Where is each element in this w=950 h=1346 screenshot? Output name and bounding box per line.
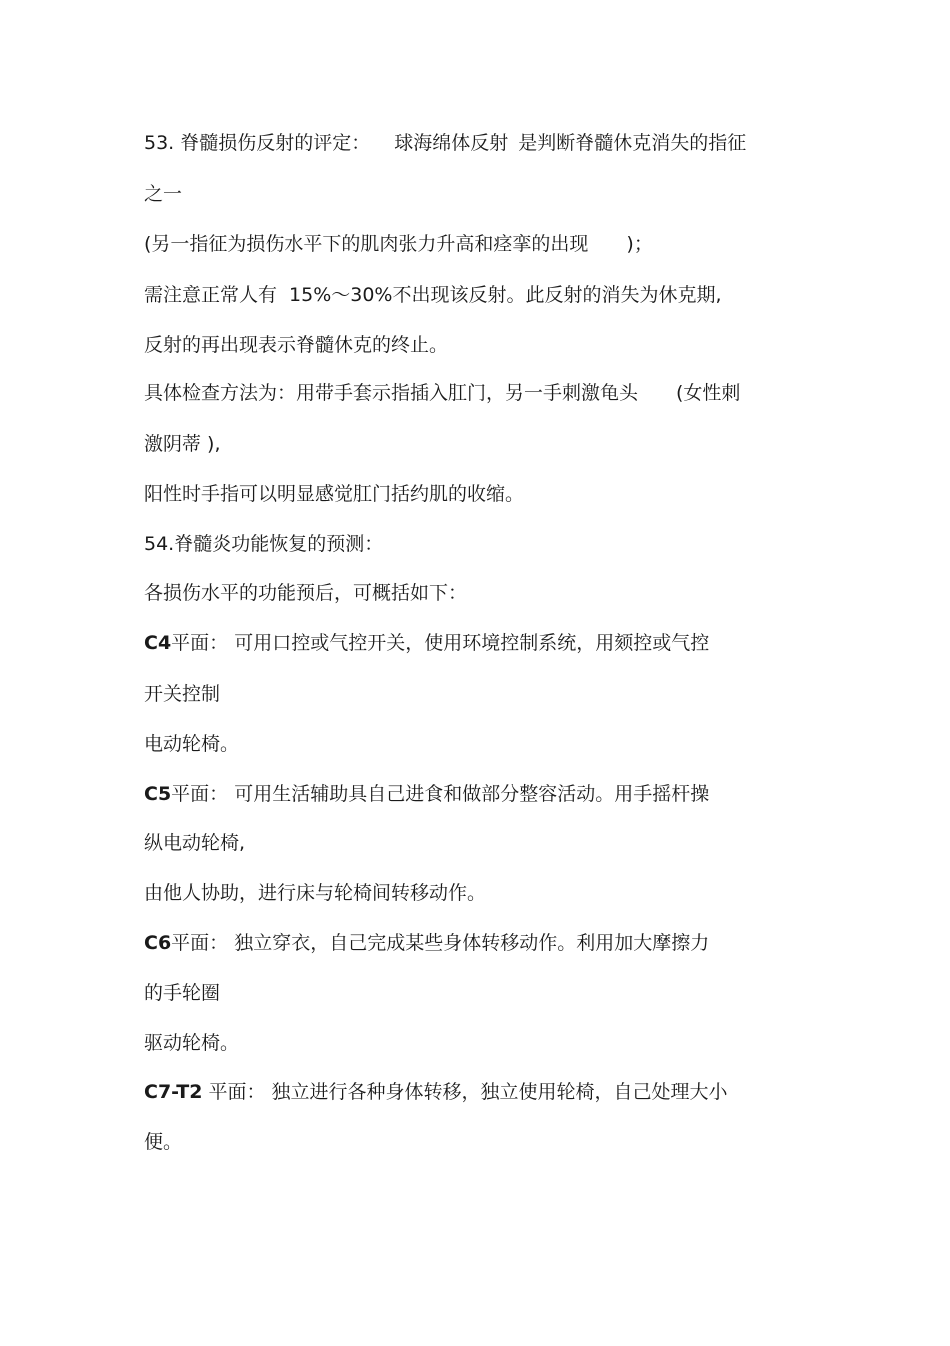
text-line: 具体检查方法为：用带手套示指插入肛门，另一手刺激龟头 (女性刺 (144, 382, 741, 404)
text-line: 便。 (144, 1131, 183, 1153)
text-line: 的手轮圈 (144, 982, 221, 1004)
level-label: C6 (144, 932, 172, 954)
reflex-description: 是判断脊髓休克消失的指征 (518, 132, 747, 154)
text-line: 各损伤水平的功能预后，可概括如下： (144, 582, 468, 604)
c5-level: C5平面： 可用生活辅助具自己进食和做部分整容活动。用手摇杆操 (144, 783, 710, 805)
text-line: 激阴蒂 ), (144, 433, 221, 455)
text-line: 需注意正常人有 15%～30%不出现该反射。此反射的消失为休克期, (144, 284, 722, 306)
text-line: 开关控制 (144, 683, 221, 705)
text-line: 驱动轮椅。 (144, 1032, 240, 1054)
reflex-name: 球海绵体反射 (394, 132, 509, 154)
text-line: 纵电动轮椅, (144, 832, 246, 854)
item-54-heading: 54.脊髓炎功能恢复的预测： (144, 533, 384, 555)
level-label: C4 (144, 632, 172, 654)
level-label: C7-T2 (144, 1081, 203, 1103)
c7-t2-level: C7-T2 平面： 独立进行各种身体转移，独立使用轮椅，自己处理大小 (144, 1081, 728, 1103)
c6-level: C6平面： 独立穿衣，自己完成某些身体转移动作。利用加大摩擦力 (144, 932, 710, 954)
text-line: 之一 (144, 183, 183, 205)
level-label: C5 (144, 783, 172, 805)
item-53-heading (144, 131, 746, 155)
text-line: 电动轮椅。 (144, 733, 240, 755)
c4-level: C4平面： 可用口控或气控开关，使用环境控制系统，用颏控或气控 (144, 632, 710, 654)
text-line: (另一指征为损伤水平下的肌肉张力升高和痉挛的出现 )； (144, 233, 653, 255)
item-53-title: 53. 脊髓损伤反射的评定： (144, 132, 371, 154)
text-line: 反射的再出现表示脊髓休克的终止。 (144, 334, 449, 356)
text-line: 阳性时手指可以明显感觉肛门括约肌的收缩。 (144, 483, 525, 505)
text-line: 由他人协助，进行床与轮椅间转移动作。 (144, 882, 487, 904)
